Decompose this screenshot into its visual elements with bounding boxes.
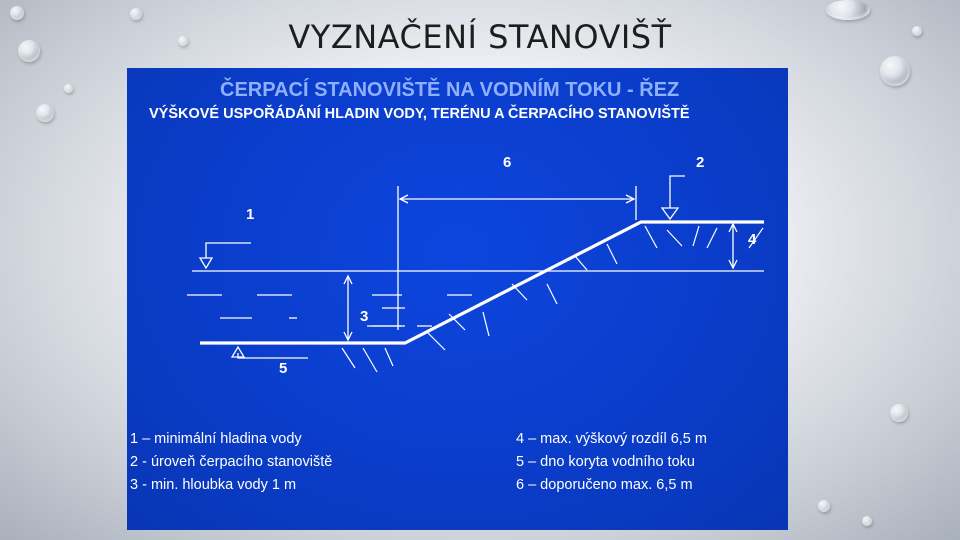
water-droplet xyxy=(880,56,910,86)
marker-label-3: 3 xyxy=(360,308,369,325)
water-droplet xyxy=(818,500,830,512)
terrain-hatching xyxy=(342,226,763,372)
marker-1-leader xyxy=(206,243,251,258)
marker-label-2: 2 xyxy=(696,154,705,171)
marker-2-triangle xyxy=(662,208,678,219)
legend-item-5: 5 – dno koryta vodního toku xyxy=(516,454,695,470)
marker-label-4: 4 xyxy=(748,231,757,248)
marker-5-leader xyxy=(238,353,308,358)
legend-item-2: 2 - úroveň čerpacího stanoviště xyxy=(130,454,333,470)
legend-item-4: 4 – max. výškový rozdíl 6,5 m xyxy=(516,431,707,447)
legend-item-1: 1 – minimální hladina vody xyxy=(130,431,302,447)
figure-title: ČERPACÍ STANOVIŠTĚ NA VODNÍM TOKU - ŘEZ xyxy=(220,79,680,101)
terrain-profile xyxy=(200,222,764,343)
legend-right xyxy=(516,428,707,497)
marker-2-leader xyxy=(670,176,685,208)
diagram-panel xyxy=(127,68,788,530)
marker-label-1: 1 xyxy=(246,206,255,223)
marker-1-triangle xyxy=(200,258,212,268)
water-droplet xyxy=(64,84,73,93)
water-droplet xyxy=(862,516,872,526)
legend-item-3: 3 - min. hloubka vody 1 m xyxy=(130,477,297,493)
marker-label-5: 5 xyxy=(279,360,288,377)
legend-left xyxy=(130,428,332,497)
water-droplet xyxy=(826,0,870,20)
water-droplet xyxy=(890,404,908,422)
water-droplet xyxy=(36,104,54,122)
figure-subtitle: VÝŠKOVÉ USPOŘÁDÁNÍ HLADIN VODY, TERÉNU A ČERPACÍHO STANOVIŠTĚ xyxy=(149,106,690,122)
marker-label-6: 6 xyxy=(503,154,512,171)
slide-title: VYZNAČENÍ STANOVIŠŤ xyxy=(288,18,672,56)
legend-item-6: 6 – doporučeno max. 6,5 m xyxy=(516,477,693,493)
